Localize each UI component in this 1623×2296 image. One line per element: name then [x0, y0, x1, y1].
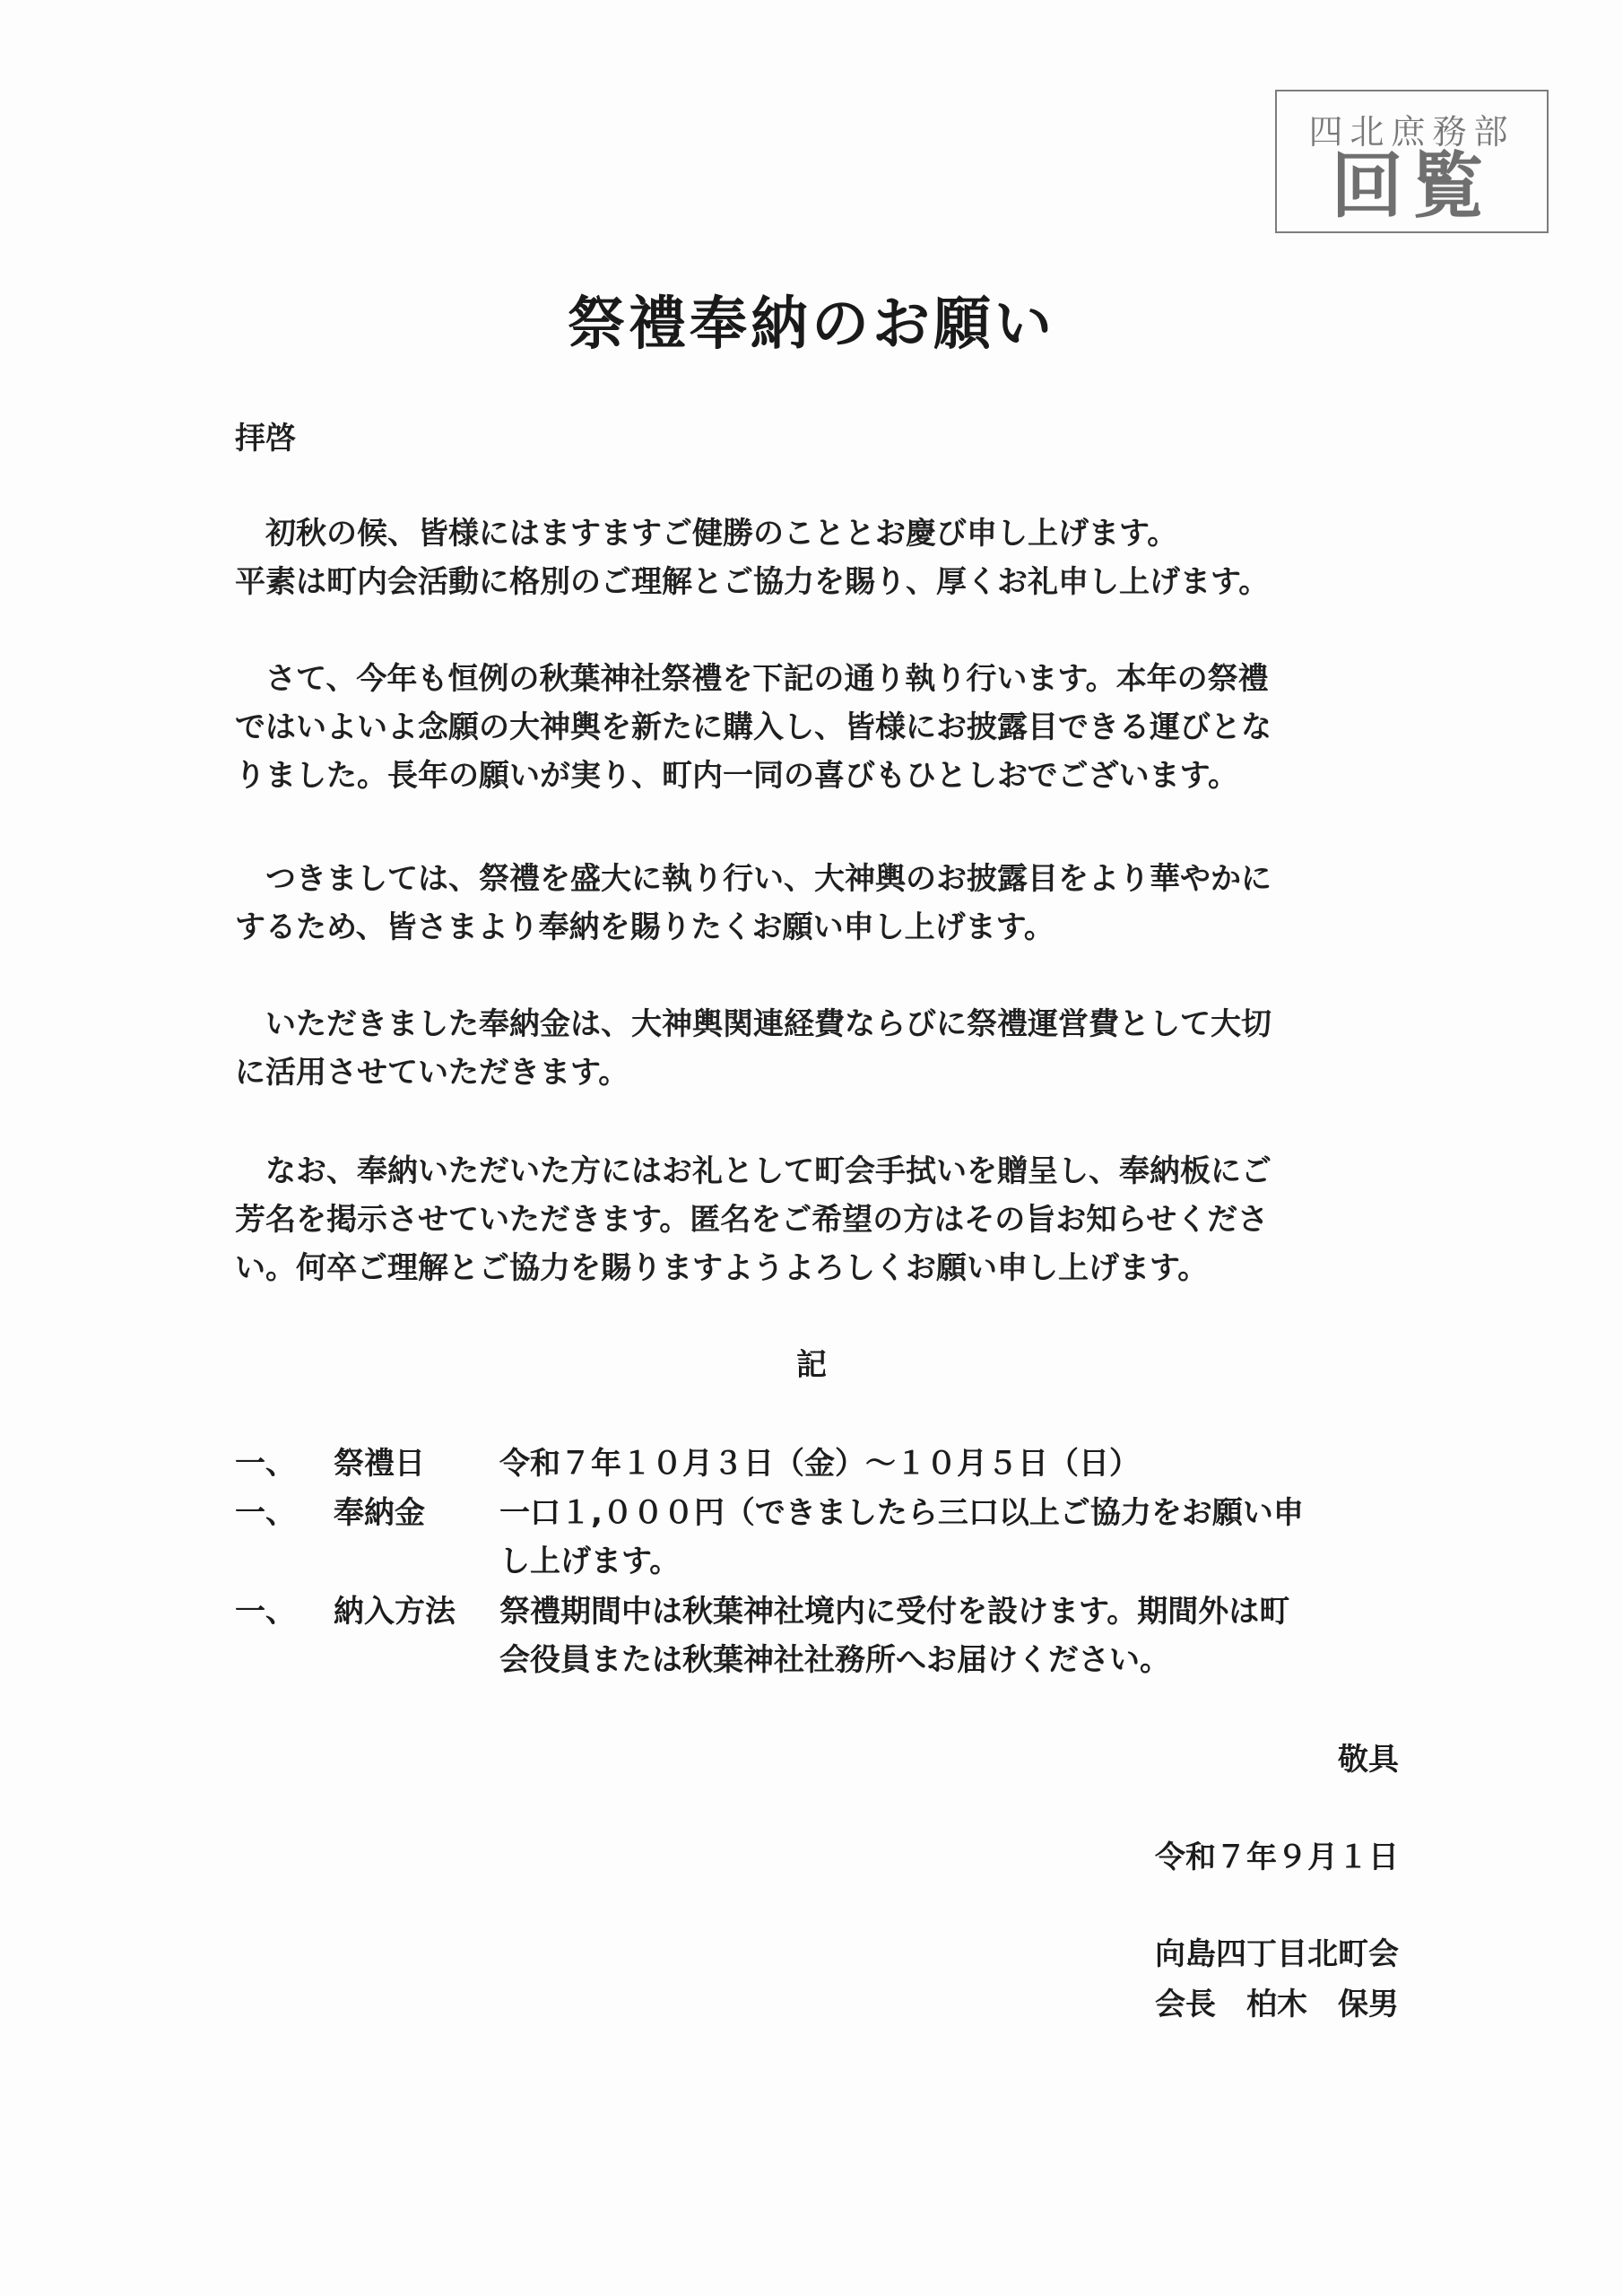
item-value — [499, 1587, 1289, 1684]
paragraph-request — [235, 855, 1271, 952]
paragraph-line: 初秋の候、皆様にはますますご健勝のこととお慶び申し上げます。 — [235, 516, 1178, 552]
item-label: 奉納金 — [334, 1495, 425, 1531]
circulation-stamp — [1275, 90, 1549, 233]
signatory-name: 会長 柏木 保男 — [1155, 1987, 1399, 2022]
paragraph-greeting — [235, 509, 1269, 606]
item-value-line: し上げます。 — [499, 1544, 681, 1579]
paragraph-festival — [235, 655, 1271, 800]
stamp-department: 四北庶務部 — [1308, 112, 1515, 152]
paragraph-line: さて、今年も恒例の秋葉神社祭禮を下記の通り執り行います。本年の祭禮 — [235, 661, 1269, 697]
paragraph-line: に活用させていただきます。 — [235, 1055, 629, 1091]
item-value — [499, 1439, 1140, 1488]
item-marker: 一、 — [235, 1495, 296, 1531]
document-date: 令和７年９月１日 — [1155, 1839, 1399, 1875]
closing-phrase: 敬具 — [1338, 1742, 1399, 1778]
salutation: 拝啓 — [235, 421, 296, 457]
item-value-line: 令和７年１０月３日（金）～１０月５日（日） — [499, 1446, 1140, 1482]
item-value — [499, 1489, 1304, 1586]
item-value-line: 会役員または秋葉神社社務所へお届けください。 — [499, 1642, 1170, 1678]
paragraph-line: 芳名を掲示させていただきます。匿名をご希望の方はその旨お知らせくださ — [235, 1202, 1269, 1238]
item-label: 納入方法 — [334, 1594, 456, 1630]
paragraph-line: いただきました奉納金は、大神輿関連経費ならびに祭禮運営費として大切 — [235, 1006, 1271, 1042]
paragraph-line: するため、皆さまより奉納を賜りたくお願い申し上げます。 — [235, 909, 1055, 945]
paragraph-line: つきましては、祭禮を盛大に執り行い、大神輿のお披露目をより華やかに — [235, 861, 1271, 897]
stamp-circulate: 回覧 — [1331, 144, 1493, 228]
paragraph-line: なお、奉納いただいた方にはお礼として町会手拭いを贈呈し、奉納板にご — [235, 1153, 1271, 1189]
paragraph-acknowledgement — [235, 1147, 1271, 1292]
item-value-line: 一口１,０００円（できましたら三口以上ご協力をお願い申 — [499, 1495, 1304, 1531]
notes-heading: 記 — [796, 1347, 827, 1383]
item-marker: 一、 — [235, 1446, 296, 1482]
item-label: 祭禮日 — [334, 1446, 425, 1482]
organization-name: 向島四丁目北町会 — [1155, 1936, 1399, 1972]
paragraph-line: ではいよいよ念願の大神輿を新たに購入し、皆様にお披露目できる運びとな — [235, 709, 1271, 745]
paragraph-line: 平素は町内会活動に格別のご理解とご協力を賜り、厚くお礼申し上げます。 — [235, 564, 1270, 600]
paragraph-line: い。何卒ご理解とご協力を賜りますようよろしくお願い申し上げます。 — [235, 1250, 1209, 1286]
document-title: 祭禮奉納のお願い — [568, 291, 1055, 358]
paragraph-line: りました。長年の願いが実り、町内一同の喜びもひとしおでございます。 — [235, 758, 1238, 794]
paragraph-usage — [235, 1000, 1271, 1097]
item-value-line: 祭禮期間中は秋葉神社境内に受付を設けます。期間外は町 — [499, 1594, 1290, 1630]
item-marker: 一、 — [235, 1594, 296, 1630]
